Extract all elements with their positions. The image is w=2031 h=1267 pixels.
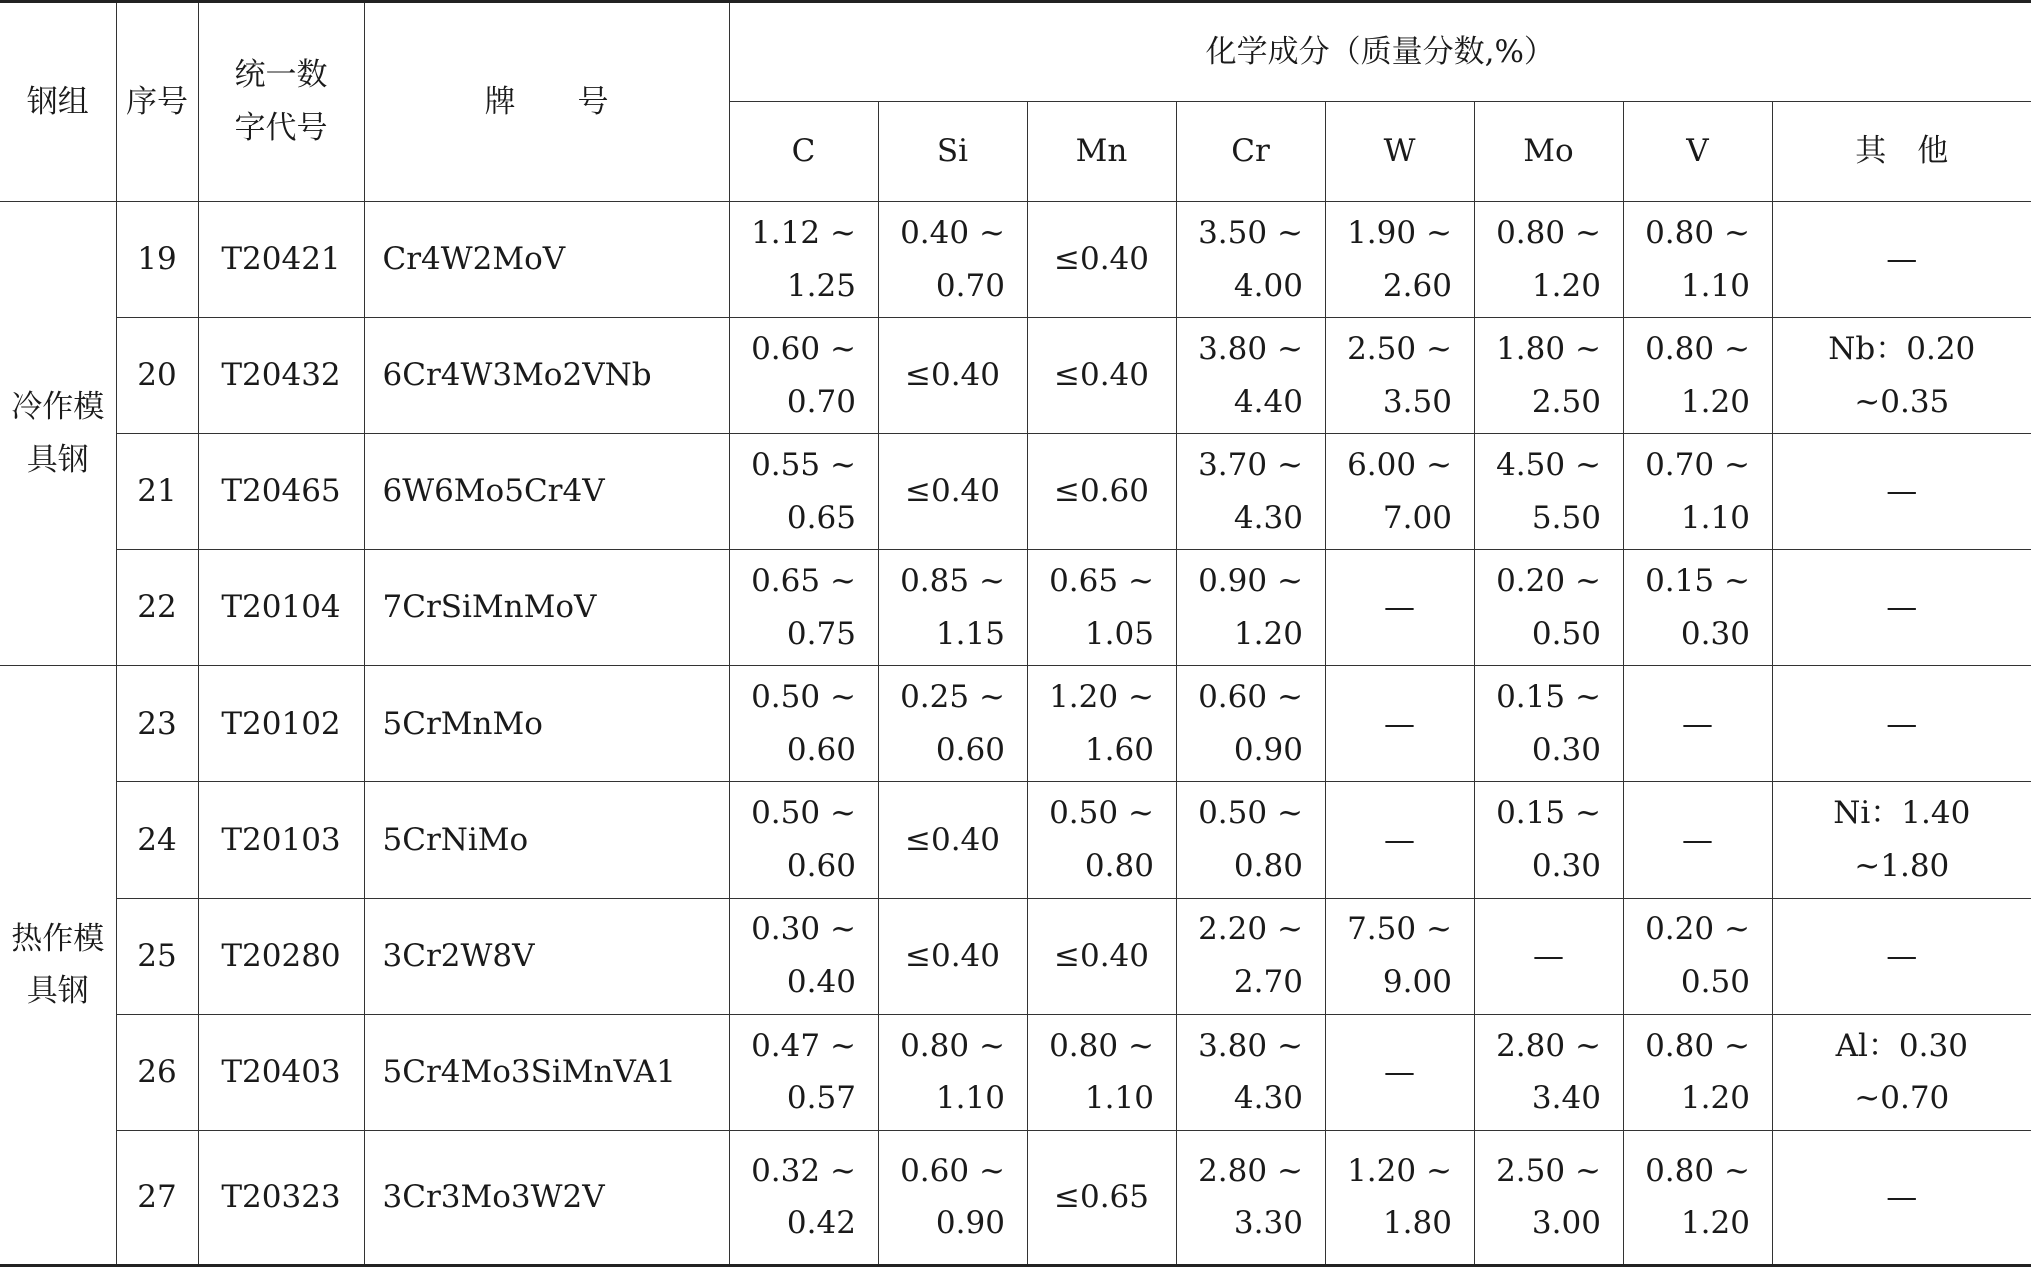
range-value xyxy=(1496,555,1601,660)
header-unified-code xyxy=(198,2,364,202)
table-row xyxy=(0,1130,2031,1265)
range-value xyxy=(900,207,1005,312)
range-low: 0.80 ~ xyxy=(900,1027,1005,1064)
range-high: 7.00 xyxy=(1382,499,1452,536)
range-value xyxy=(1496,207,1601,312)
range-value xyxy=(1049,1020,1154,1125)
range-low: 1.80 ~ xyxy=(1496,330,1601,367)
table-row xyxy=(0,898,2031,1014)
range-high: 2.50 xyxy=(1531,383,1601,420)
range-low: 0.25 ~ xyxy=(900,679,1005,716)
range-high: 2.60 xyxy=(1382,267,1452,304)
range-value xyxy=(1198,671,1303,776)
composition-cell xyxy=(729,666,878,782)
range-low: 1.20 ~ xyxy=(1049,679,1154,716)
composition-cell xyxy=(729,1130,878,1265)
range-high: 1.05 xyxy=(1084,615,1154,652)
range-value xyxy=(1496,787,1601,892)
composition-cell xyxy=(1474,1130,1623,1265)
range-high: 1.60 xyxy=(1084,731,1154,768)
header-element: Mn xyxy=(1027,102,1176,202)
composition-cell: — xyxy=(1772,202,2031,318)
range-high: 9.00 xyxy=(1382,964,1452,1001)
composition-cell xyxy=(1325,1130,1474,1265)
range-high: 0.50 xyxy=(1680,964,1750,1001)
header-unified-code-line1: 统一数 xyxy=(234,57,328,94)
range-high: 1.25 xyxy=(786,267,856,304)
table-row xyxy=(0,434,2031,550)
range-value xyxy=(1049,555,1154,660)
composition-cell: — xyxy=(1474,898,1623,1014)
seq-cell: 20 xyxy=(116,318,198,434)
composition-cell xyxy=(1176,550,1325,666)
range-low: 2.50 ~ xyxy=(1347,330,1452,367)
grade-cell: 6W6Mo5Cr4V xyxy=(364,434,729,550)
grade-cell: 5CrNiMo xyxy=(364,782,729,898)
range-high: 1.80 xyxy=(1382,1205,1452,1242)
composition-cell xyxy=(1027,782,1176,898)
range-low: 0.15 ~ xyxy=(1496,679,1601,716)
range-low: 0.50 ~ xyxy=(1198,795,1303,832)
range-high: 1.10 xyxy=(1680,267,1750,304)
range-low: 2.80 ~ xyxy=(1496,1027,1601,1064)
range-high: 4.40 xyxy=(1233,383,1303,420)
range-value xyxy=(1836,1020,1968,1125)
range-value xyxy=(1496,439,1601,544)
grade-cell: 3Cr2W8V xyxy=(364,898,729,1014)
range-low: 0.50 ~ xyxy=(1049,795,1154,832)
header-element: Cr xyxy=(1176,102,1325,202)
range-low: 2.80 ~ xyxy=(1198,1152,1303,1189)
range-high: 2.70 xyxy=(1233,964,1303,1001)
range-value xyxy=(1198,207,1303,312)
range-high: 1.20 xyxy=(1680,1080,1750,1117)
composition-cell: ≤0.40 xyxy=(878,318,1027,434)
table-row xyxy=(0,202,2031,318)
composition-cell: — xyxy=(1772,898,2031,1014)
range-low: 0.70 ~ xyxy=(1645,447,1750,484)
composition-cell: — xyxy=(1772,434,2031,550)
range-high: 3.40 xyxy=(1531,1080,1601,1117)
range-high: 0.42 xyxy=(786,1205,856,1242)
range-low: 0.80 ~ xyxy=(1645,214,1750,251)
range-high: 1.20 xyxy=(1680,1205,1750,1242)
composition-cell xyxy=(1474,434,1623,550)
composition-cell xyxy=(878,666,1027,782)
range-value xyxy=(1645,903,1750,1008)
range-high: 0.70 xyxy=(935,267,1005,304)
range-low: 3.80 ~ xyxy=(1198,330,1303,367)
unified-code-cell: T20280 xyxy=(198,898,364,1014)
range-high: 0.60 xyxy=(786,848,856,885)
range-high: ~0.70 xyxy=(1854,1080,1950,1117)
composition-cell xyxy=(1623,1130,1772,1265)
composition-cell: ≤0.40 xyxy=(878,898,1027,1014)
composition-cell xyxy=(1623,202,1772,318)
composition-cell: — xyxy=(1325,666,1474,782)
range-high: 0.30 xyxy=(1531,731,1601,768)
range-low: 7.50 ~ xyxy=(1347,911,1452,948)
range-value xyxy=(900,671,1005,776)
range-high: 5.50 xyxy=(1531,499,1601,536)
composition-cell xyxy=(1623,550,1772,666)
header-grade: 牌 号 xyxy=(364,2,729,202)
seq-cell: 25 xyxy=(116,898,198,1014)
composition-cell xyxy=(729,550,878,666)
range-value xyxy=(1347,439,1452,544)
range-low: 0.80 ~ xyxy=(1049,1027,1154,1064)
unified-code-cell: T20403 xyxy=(198,1014,364,1130)
steel-group-label: 具钢 xyxy=(26,441,89,478)
range-value xyxy=(1347,903,1452,1008)
grade-cell: Cr4W2MoV xyxy=(364,202,729,318)
steel-group-cell xyxy=(0,202,116,666)
range-value xyxy=(900,555,1005,660)
table-row xyxy=(0,782,2031,898)
grade-cell: 3Cr3Mo3W2V xyxy=(364,1130,729,1265)
unified-code-cell: T20323 xyxy=(198,1130,364,1265)
composition-cell xyxy=(729,202,878,318)
composition-cell xyxy=(729,782,878,898)
range-high: 0.75 xyxy=(786,615,856,652)
grade-cell: 6Cr4W3Mo2VNb xyxy=(364,318,729,434)
seq-cell: 22 xyxy=(116,550,198,666)
range-low: 0.30 ~ xyxy=(751,911,856,948)
range-low: 0.55 ~ xyxy=(751,447,856,484)
range-high: 4.00 xyxy=(1233,267,1303,304)
range-high: 1.20 xyxy=(1531,267,1601,304)
composition-cell xyxy=(1325,318,1474,434)
composition-cell xyxy=(1623,318,1772,434)
range-low: 0.47 ~ xyxy=(751,1027,856,1064)
range-high: 0.30 xyxy=(1680,615,1750,652)
range-low: 0.60 ~ xyxy=(1198,679,1303,716)
composition-cell xyxy=(878,1130,1027,1265)
range-low: 0.60 ~ xyxy=(900,1152,1005,1189)
seq-cell: 19 xyxy=(116,202,198,318)
grade-cell: 5CrMnMo xyxy=(364,666,729,782)
unified-code-cell: T20465 xyxy=(198,434,364,550)
header-element: C xyxy=(729,102,878,202)
range-value xyxy=(751,323,856,428)
range-value xyxy=(751,1145,856,1250)
range-high: 0.60 xyxy=(786,731,856,768)
range-low: 0.60 ~ xyxy=(751,330,856,367)
range-low: 0.50 ~ xyxy=(751,795,856,832)
range-value xyxy=(1496,671,1601,776)
composition-cell xyxy=(1623,434,1772,550)
steel-group-label: 热作模 xyxy=(11,920,105,957)
table-row xyxy=(0,1014,2031,1130)
range-high: 1.10 xyxy=(1680,499,1750,536)
range-high: 0.60 xyxy=(935,731,1005,768)
unified-code-cell: T20432 xyxy=(198,318,364,434)
range-high: 3.30 xyxy=(1233,1205,1303,1242)
range-value xyxy=(1496,323,1601,428)
unified-code-cell: T20104 xyxy=(198,550,364,666)
composition-cell: — xyxy=(1623,666,1772,782)
range-low: 0.80 ~ xyxy=(1645,330,1750,367)
range-high: 0.80 xyxy=(1233,848,1303,885)
range-value xyxy=(1347,1145,1452,1250)
range-low: Al：0.30 xyxy=(1835,1027,1968,1064)
range-value xyxy=(751,671,856,776)
range-low: 0.50 ~ xyxy=(751,679,856,716)
header-element: V xyxy=(1623,102,1772,202)
composition-cell xyxy=(1027,666,1176,782)
range-value xyxy=(1645,439,1750,544)
composition-cell: — xyxy=(1772,1130,2031,1265)
range-low: 4.50 ~ xyxy=(1496,447,1601,484)
range-value xyxy=(1198,1020,1303,1125)
range-high: 0.90 xyxy=(935,1205,1005,1242)
range-low: 0.90 ~ xyxy=(1198,563,1303,600)
range-high: 0.50 xyxy=(1531,615,1601,652)
seq-cell: 27 xyxy=(116,1130,198,1265)
steel-group-label: 具钢 xyxy=(26,973,89,1010)
header-steel-group: 钢组 xyxy=(0,2,116,202)
range-low: 2.50 ~ xyxy=(1496,1152,1601,1189)
header-element: Mo xyxy=(1474,102,1623,202)
range-value xyxy=(1198,439,1303,544)
composition-cell xyxy=(1027,550,1176,666)
composition-cell xyxy=(878,1014,1027,1130)
unified-code-cell: T20103 xyxy=(198,782,364,898)
composition-cell xyxy=(1176,1130,1325,1265)
range-high: 0.70 xyxy=(786,383,856,420)
range-low: 0.40 ~ xyxy=(900,214,1005,251)
range-low: 0.85 ~ xyxy=(900,563,1005,600)
grade-cell: 5Cr4Mo3SiMnVA1 xyxy=(364,1014,729,1130)
range-high: 0.57 xyxy=(786,1080,856,1117)
range-high: ~1.80 xyxy=(1854,848,1950,885)
range-low: 3.50 ~ xyxy=(1198,214,1303,251)
composition-cell xyxy=(1176,434,1325,550)
range-low: 0.20 ~ xyxy=(1496,563,1601,600)
composition-cell xyxy=(1325,202,1474,318)
range-low: 3.70 ~ xyxy=(1198,447,1303,484)
range-value xyxy=(751,555,856,660)
range-low: 0.20 ~ xyxy=(1645,911,1750,948)
range-high: 1.10 xyxy=(1084,1080,1154,1117)
steel-group-label: 冷作模 xyxy=(11,389,105,425)
range-low: 2.20 ~ xyxy=(1198,911,1303,948)
composition-cell xyxy=(729,1014,878,1130)
range-low: Ni：1.40 xyxy=(1833,795,1971,832)
composition-cell xyxy=(1325,434,1474,550)
composition-cell xyxy=(1176,782,1325,898)
range-value xyxy=(1833,787,1970,892)
range-value xyxy=(1645,1145,1750,1250)
range-value xyxy=(1645,1020,1750,1125)
composition-cell xyxy=(729,434,878,550)
composition-cell xyxy=(1176,202,1325,318)
range-high: 1.15 xyxy=(935,615,1005,652)
range-high: 1.10 xyxy=(935,1080,1005,1117)
range-value xyxy=(1496,1145,1601,1250)
composition-cell xyxy=(729,318,878,434)
composition-cell xyxy=(878,550,1027,666)
composition-cell xyxy=(1474,1014,1623,1130)
seq-cell: 23 xyxy=(116,666,198,782)
range-low: 0.80 ~ xyxy=(1645,1152,1750,1189)
range-high: 0.30 xyxy=(1531,848,1601,885)
range-high: 1.20 xyxy=(1233,615,1303,652)
range-value xyxy=(751,439,856,544)
range-low: 6.00 ~ xyxy=(1347,447,1452,484)
header-element: 其 他 xyxy=(1772,102,2031,202)
range-value xyxy=(1645,555,1750,660)
range-high: 3.50 xyxy=(1382,383,1452,420)
range-value xyxy=(1049,671,1154,776)
unified-code-cell: T20102 xyxy=(198,666,364,782)
composition-cell: — xyxy=(1772,666,2031,782)
range-low: 0.32 ~ xyxy=(751,1152,856,1189)
range-value xyxy=(751,1020,856,1125)
composition-cell xyxy=(1623,898,1772,1014)
header-seq: 序号 xyxy=(116,2,198,202)
composition-cell xyxy=(1623,1014,1772,1130)
header-unified-code-line2: 字代号 xyxy=(234,110,328,146)
composition-cell xyxy=(1027,1014,1176,1130)
header-element: W xyxy=(1325,102,1474,202)
range-value xyxy=(751,787,856,892)
composition-cell xyxy=(878,202,1027,318)
header-element: Si xyxy=(878,102,1027,202)
range-low: 0.15 ~ xyxy=(1496,795,1601,832)
range-high: 0.80 xyxy=(1084,848,1154,885)
seq-cell: 26 xyxy=(116,1014,198,1130)
table-row xyxy=(0,550,2031,666)
composition-cell: — xyxy=(1772,550,2031,666)
range-high: 0.65 xyxy=(786,499,856,536)
composition-cell: ≤0.40 xyxy=(1027,318,1176,434)
range-value xyxy=(1645,323,1750,428)
range-value xyxy=(1347,323,1452,428)
range-value xyxy=(1049,787,1154,892)
range-low: 0.80 ~ xyxy=(1496,214,1601,251)
composition-cell xyxy=(1176,666,1325,782)
range-value xyxy=(900,1145,1005,1250)
seq-cell: 21 xyxy=(116,434,198,550)
range-low: 0.65 ~ xyxy=(751,563,856,600)
range-high: 1.20 xyxy=(1680,383,1750,420)
range-value xyxy=(1198,903,1303,1008)
range-low: 1.90 ~ xyxy=(1347,214,1452,251)
range-low: 0.80 ~ xyxy=(1645,1027,1750,1064)
composition-cell: — xyxy=(1623,782,1772,898)
composition-cell xyxy=(1474,550,1623,666)
composition-cell: ≤0.40 xyxy=(878,782,1027,898)
composition-cell xyxy=(1325,898,1474,1014)
range-value xyxy=(1198,323,1303,428)
composition-cell xyxy=(1176,898,1325,1014)
unified-code-cell: T20421 xyxy=(198,202,364,318)
composition-cell: — xyxy=(1325,782,1474,898)
composition-cell xyxy=(1474,318,1623,434)
composition-cell xyxy=(1474,782,1623,898)
range-value xyxy=(1198,1145,1303,1250)
table-row xyxy=(0,666,2031,782)
composition-cell xyxy=(1474,202,1623,318)
composition-cell: — xyxy=(1325,550,1474,666)
seq-cell: 24 xyxy=(116,782,198,898)
range-value xyxy=(751,207,856,312)
range-low: 1.20 ~ xyxy=(1347,1152,1452,1189)
range-value xyxy=(1198,787,1303,892)
composition-cell xyxy=(729,898,878,1014)
composition-cell xyxy=(1474,666,1623,782)
range-value xyxy=(1496,1020,1601,1125)
range-value xyxy=(1347,207,1452,312)
range-value xyxy=(1198,555,1303,660)
range-high: 4.30 xyxy=(1233,499,1303,536)
composition-cell: ≤0.40 xyxy=(878,434,1027,550)
composition-cell: — xyxy=(1325,1014,1474,1130)
composition-cell xyxy=(1176,1014,1325,1130)
steel-group-cell xyxy=(0,666,116,1266)
range-low: 1.12 ~ xyxy=(751,214,856,251)
range-high: 0.90 xyxy=(1233,731,1303,768)
composition-cell xyxy=(1176,318,1325,434)
range-high: 4.30 xyxy=(1233,1080,1303,1117)
composition-cell: ≤0.40 xyxy=(1027,898,1176,1014)
composition-cell xyxy=(1772,1014,2031,1130)
range-high: 0.40 xyxy=(786,964,856,1001)
range-value xyxy=(900,1020,1005,1125)
range-value xyxy=(751,903,856,1008)
grade-cell: 7CrSiMnMoV xyxy=(364,550,729,666)
composition-cell: ≤0.60 xyxy=(1027,434,1176,550)
composition-cell: Nb：0.20 ~0.35 xyxy=(1772,318,2031,434)
composition-cell xyxy=(1772,782,2031,898)
range-low: 0.65 ~ xyxy=(1049,563,1154,600)
range-low: 3.80 ~ xyxy=(1198,1027,1303,1064)
composition-cell: ≤0.40 xyxy=(1027,202,1176,318)
composition-cell: ≤0.65 xyxy=(1027,1130,1176,1265)
header-chemical-composition: 化学成分（质量分数,%） xyxy=(729,2,2031,102)
range-low: 0.15 ~ xyxy=(1645,563,1750,600)
table-row xyxy=(0,318,2031,434)
range-value xyxy=(1645,207,1750,312)
range-high: 3.00 xyxy=(1531,1205,1601,1242)
